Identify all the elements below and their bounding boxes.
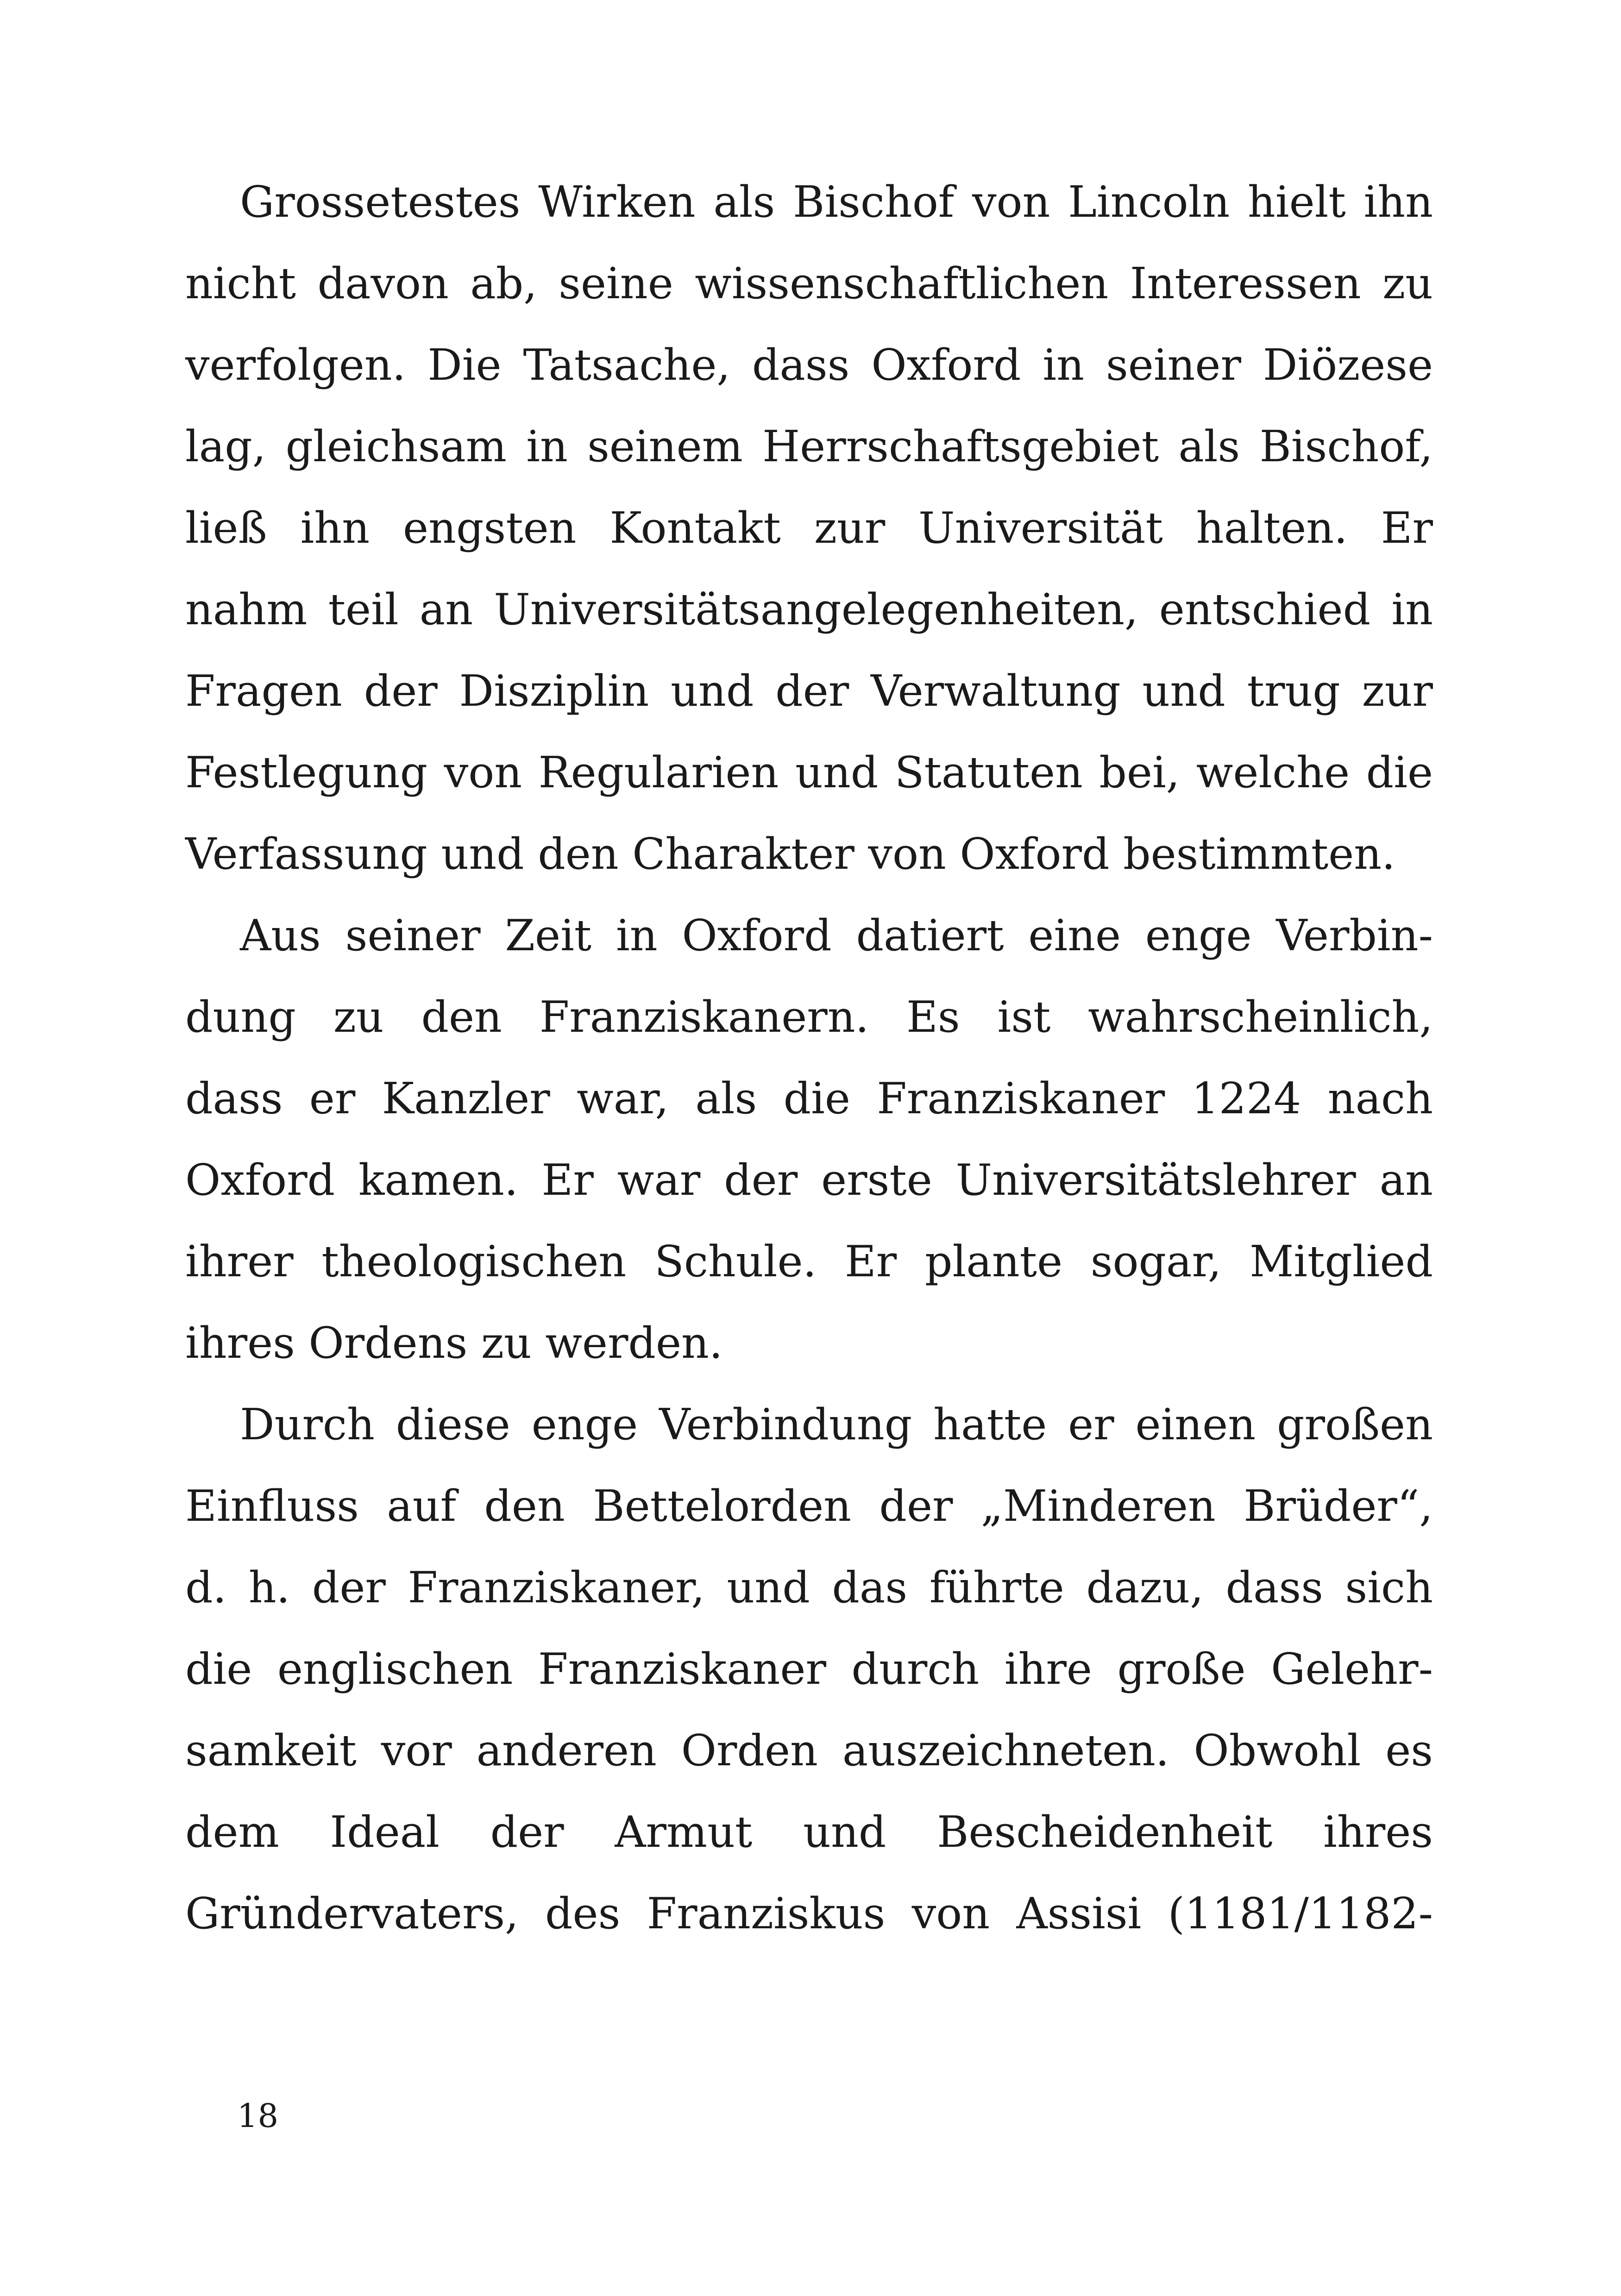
paragraph-1-line-2: nicht davon ab, seine wissenschaftlichen Interessen zu bbox=[185, 258, 1433, 308]
paragraph-1-line-8: Festlegung von Regularien und Statuten bei, welche die bbox=[185, 747, 1433, 797]
paragraph-3-line-4: die englischen Franziskaner durch ihre große Gelehr- bbox=[185, 1644, 1433, 1694]
paragraph-3-line-7: Gründervaters, des Franziskus von Assisi (1181/1182- bbox=[185, 1888, 1433, 1938]
paragraph-1-line-5: ließ ihn engsten Kontakt zur Universität halten. Er bbox=[185, 503, 1433, 553]
paragraph-2-line-4: Oxford kamen. Er war der erste Universitätslehrer an bbox=[185, 1155, 1433, 1205]
paragraph-3-line-2: Einfluss auf den Bettelorden der „Minderen Brüder“, bbox=[185, 1481, 1433, 1531]
paragraph-3-line-6: dem Ideal der Armut und Bescheidenheit ihres bbox=[185, 1807, 1433, 1857]
paragraph-1-line-7: Fragen der Disziplin und der Verwaltung und trug zur bbox=[185, 666, 1433, 716]
paragraph-3-line-5: samkeit vor anderen Orden auszeichneten. Obwohl es bbox=[185, 1725, 1433, 1775]
paragraph-1-line-6: nahm teil an Universitätsangelegenheiten, entschied in bbox=[185, 584, 1433, 634]
page-number: 18 bbox=[237, 2097, 279, 2135]
body-text bbox=[185, 161, 1433, 1954]
paragraph-1-line-9: Verfassung und den Charakter von Oxford bestimmten. bbox=[185, 829, 1395, 879]
paragraph-3-line-3: d. h. der Franziskaner, und das führte dazu, dass sich bbox=[185, 1562, 1433, 1612]
paragraph-2-line-3: dass er Kanzler war, als die Franziskaner 1224 nach bbox=[185, 1073, 1433, 1123]
paragraph-2-line-1: Aus seiner Zeit in Oxford datiert eine enge Verbin- bbox=[240, 910, 1433, 960]
paragraph-1-line-1: Grossetestes Wirken als Bischof von Lincoln hielt ihn bbox=[240, 177, 1433, 227]
paragraph-2-line-6: ihres Ordens zu werden. bbox=[185, 1318, 723, 1368]
paragraph-1-line-4: lag, gleichsam in seinem Herrschaftsgebiet als Bischof, bbox=[185, 421, 1433, 471]
paragraph-3-line-1: Durch diese enge Verbindung hatte er einen großen bbox=[240, 1399, 1433, 1449]
paragraph-2-line-2: dung zu den Franziskanern. Es ist wahrscheinlich, bbox=[185, 992, 1433, 1042]
paragraph-1-line-3: verfolgen. Die Tatsache, dass Oxford in seiner Diözese bbox=[185, 340, 1433, 390]
paragraph-2-line-5: ihrer theologischen Schule. Er plante sogar, Mitglied bbox=[185, 1236, 1433, 1286]
